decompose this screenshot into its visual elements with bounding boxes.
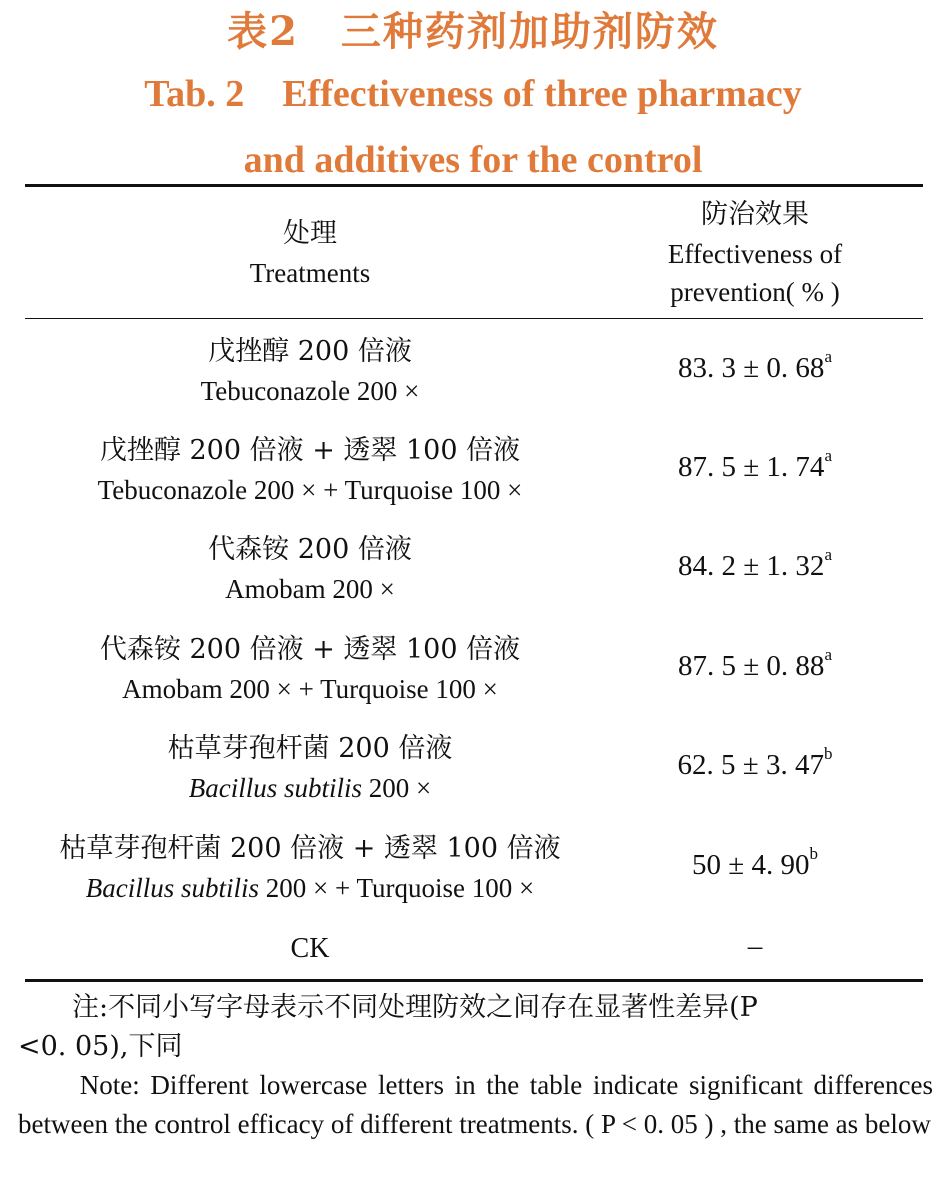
treatment-en: Tebuconazole 200 × + Turquoise 100 × (97, 475, 523, 505)
table-row-treatment (15, 530, 605, 608)
treatment-en (15, 769, 605, 807)
species-name: Bacillus subtilis (85, 873, 260, 903)
significance-letter: b (823, 744, 833, 764)
header-effectiveness-en-line2: prevention( % ) (670, 277, 840, 307)
treatment-en: Tebuconazole 200 × (200, 376, 420, 406)
effectiveness-number: 84. 2 ± 1. 32 (678, 550, 825, 582)
header-effectiveness (590, 195, 920, 311)
treatment-cn: 枯草芽孢杆菌 200 倍液 + 透翠 100 倍液 (59, 833, 561, 864)
effectiveness-value (590, 446, 920, 484)
treatment-en: Amobam 200 × (225, 574, 395, 604)
effectiveness-value (590, 844, 920, 882)
treatment-en (15, 869, 605, 907)
note-cn-line2: <0. 05),下同 (18, 1031, 183, 1062)
effectiveness-number: 87. 5 ± 0. 88 (678, 650, 825, 682)
treatment-en: Amobam 200 × + Turquoise 100 × (122, 674, 498, 704)
table-top-rule (25, 184, 923, 187)
header-treatments-cn: 处理 (283, 218, 337, 249)
significance-letter: a (824, 446, 832, 466)
treatment-cn: 代森铵 200 倍液 + 透翠 100 倍液 (99, 634, 521, 665)
treatment-en-rest: 200 × (362, 773, 432, 803)
effectiveness-number: 62. 5 ± 3. 47 (677, 749, 824, 781)
table-row-treatment (15, 729, 605, 807)
effectiveness-value (590, 744, 920, 782)
effectiveness-value (590, 347, 920, 385)
effectiveness-value (590, 545, 920, 583)
table-row-treatment (15, 431, 605, 509)
header-treatments (15, 214, 605, 292)
table-note (18, 988, 933, 1144)
treatment-cn: 枯草芽孢杆菌 200 倍液 (167, 733, 453, 764)
header-effectiveness-en-line1: Effectiveness of (667, 239, 843, 269)
effectiveness-value-ck: – (747, 930, 763, 962)
note-cn-line1: 注:不同小写字母表示不同处理防效之间存在显著性差异(P (18, 992, 758, 1023)
effectiveness-number: 83. 3 ± 0. 68 (678, 352, 825, 384)
table-row-treatment (15, 630, 605, 708)
table-title-english-line2: and additives for the control (243, 139, 703, 181)
treatment-cn: 代森铵 200 倍液 (208, 534, 412, 565)
treatment-cn: 戊挫醇 200 倍液 (208, 336, 412, 367)
header-treatments-en: Treatments (249, 258, 371, 288)
significance-letter: a (824, 645, 832, 665)
treatment-cn: 戊挫醇 200 倍液 + 透翠 100 倍液 (99, 435, 521, 466)
significance-letter: a (824, 347, 832, 367)
significance-letter: b (809, 844, 818, 864)
table-row-treatment (15, 829, 605, 907)
note-en: Note: Different lowercase letters in the table indicate significant differences between the control efficacy of different treatments. ( P < 0. 05 ) , the same as below (18, 1070, 933, 1139)
effectiveness-number: 50 ± 4. 90 (692, 849, 810, 881)
table-title-chinese: 表2 三种药剂加助剂防效 (227, 8, 719, 55)
table-row-treatment (15, 332, 605, 410)
significance-letter: a (824, 545, 832, 565)
table-bottom-rule (25, 979, 923, 982)
species-name: Bacillus subtilis (188, 773, 363, 803)
header-rule (25, 318, 923, 319)
header-effectiveness-cn: 防治效果 (701, 199, 809, 230)
effectiveness-number: 87. 5 ± 1. 74 (678, 451, 825, 483)
treatment-en-rest: 200 × + Turquoise 100 × (259, 873, 535, 903)
effectiveness-value (590, 645, 920, 683)
table-title-english-line1: Tab. 2 Effectiveness of three pharmacy (144, 73, 802, 115)
treatment-ck: CK (290, 933, 330, 964)
